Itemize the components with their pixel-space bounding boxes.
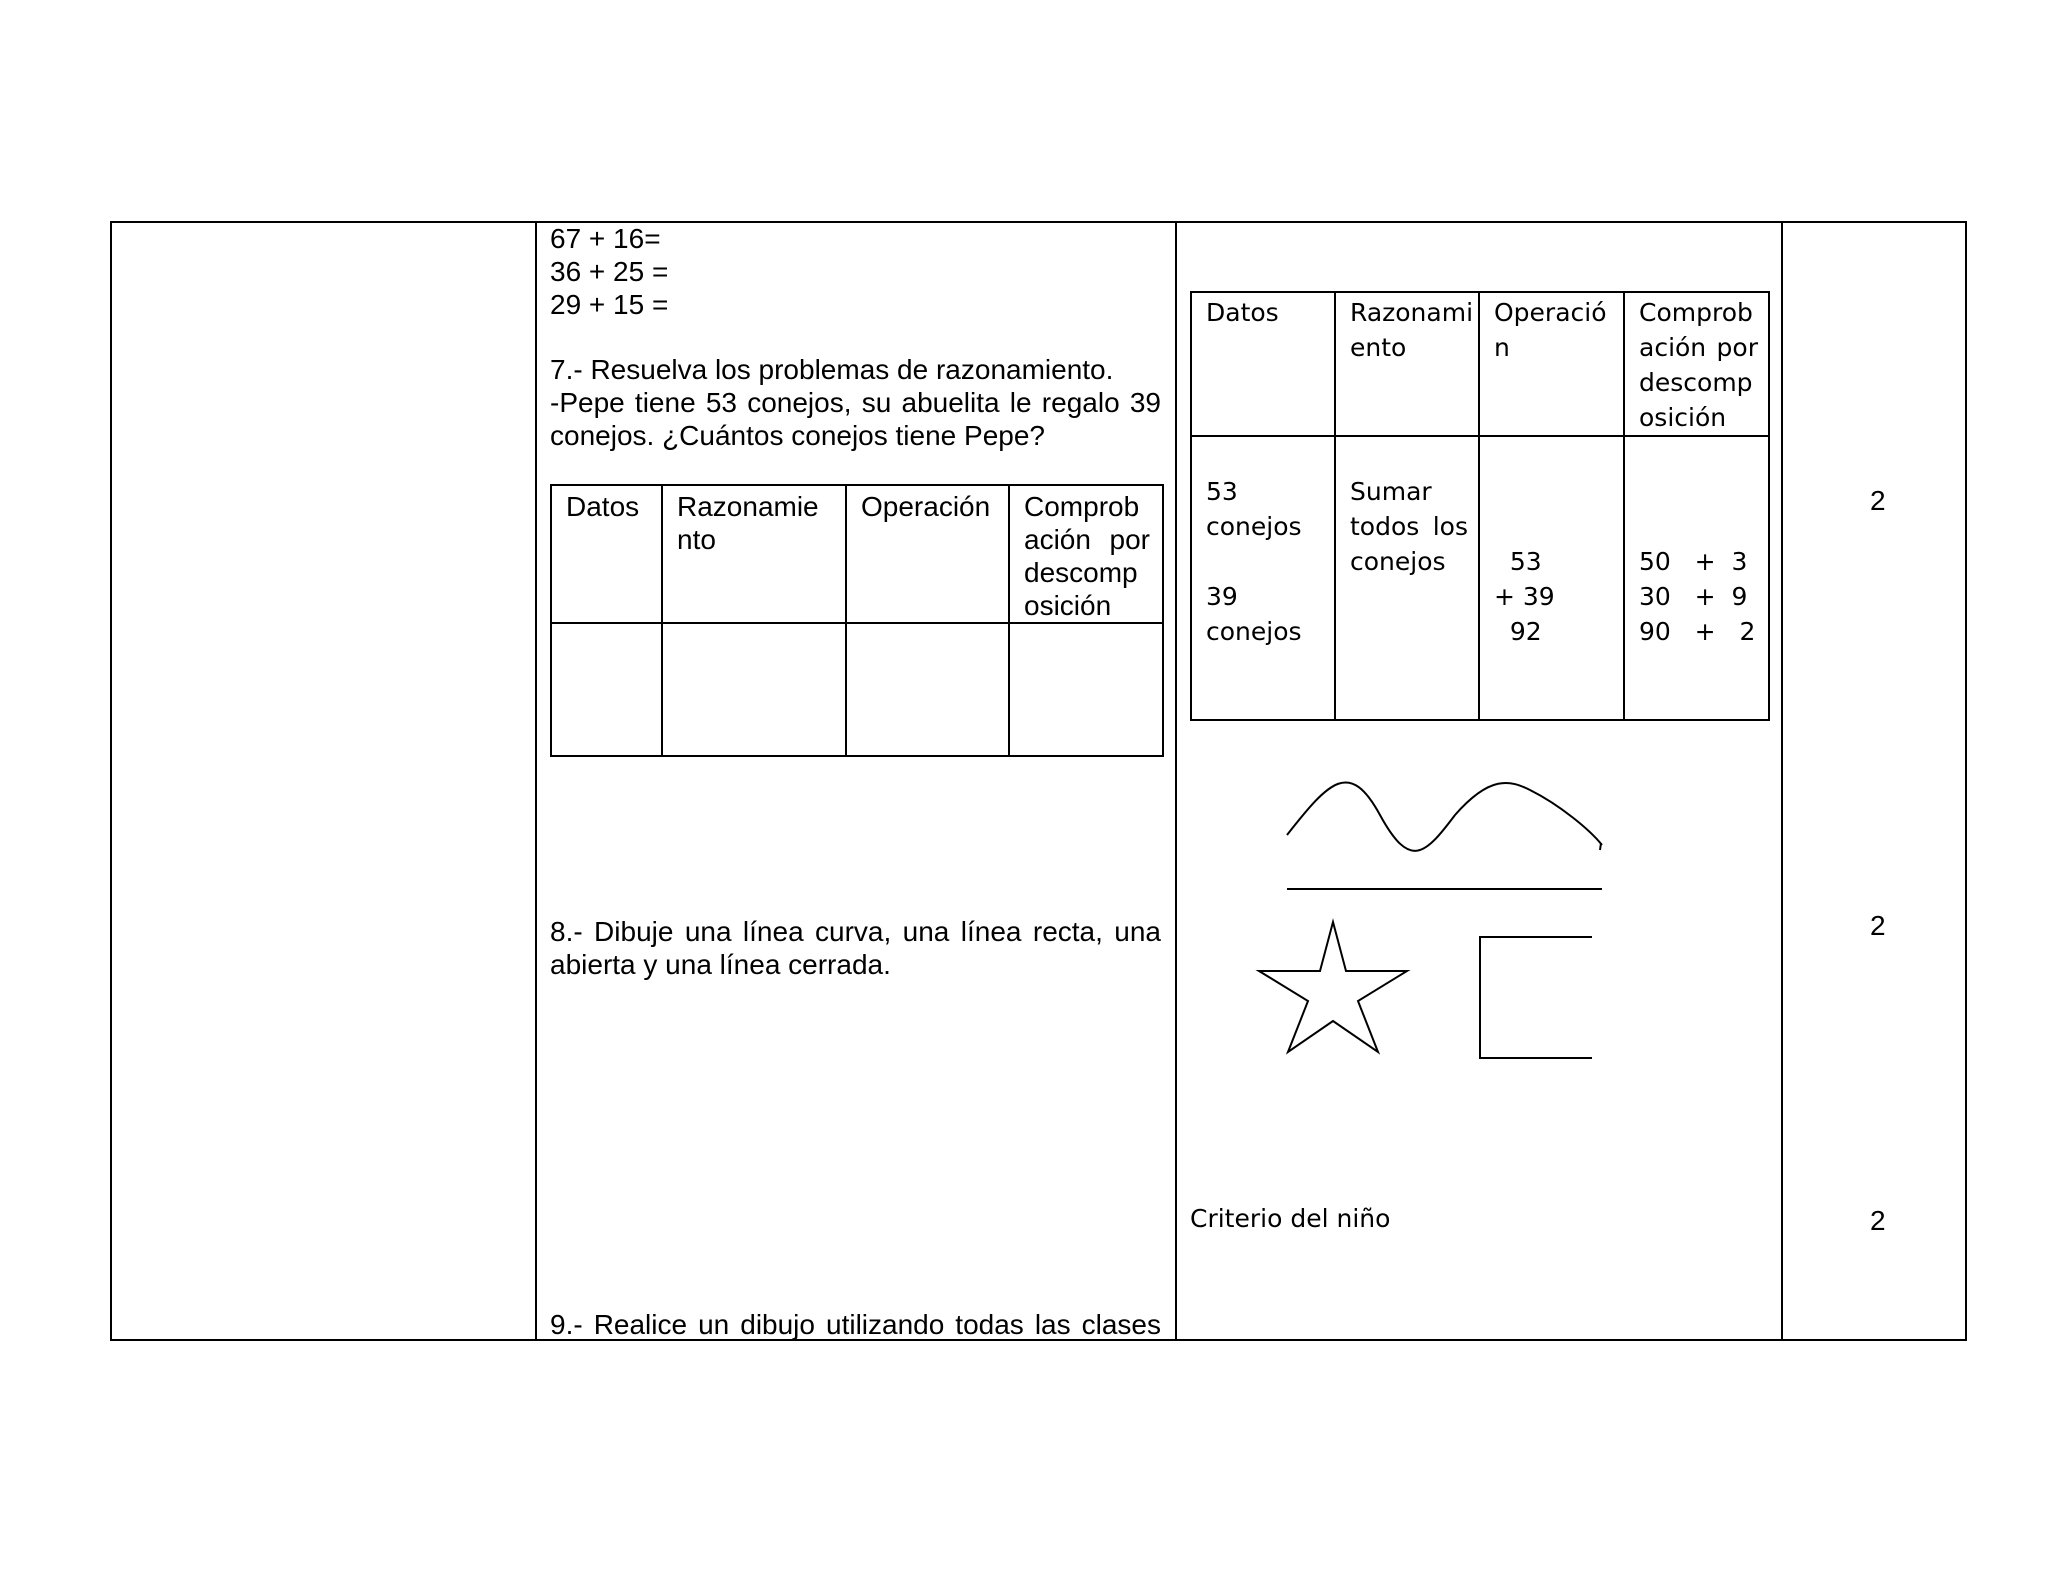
cell-comprobacion: 50 + 3 30 + 9 90 + 2: [1624, 436, 1769, 720]
cell-datos: 53 conejos 39 conejos: [1191, 436, 1335, 720]
score-q7: 2: [1870, 485, 1886, 516]
header-razonamiento: Razonamie nto: [662, 485, 846, 623]
question-9-line: 9.- Realice un dibujo utilizando todas las clases: [550, 1309, 1161, 1340]
header-datos: Datos: [1191, 292, 1335, 436]
header-datos: Datos: [551, 485, 662, 623]
question-8-line: 8.- Dibuje una línea curva, una línea recta, una: [550, 916, 1161, 947]
question-7-line: -Pepe tiene 53 conejos, su abuelita le regalo 39: [550, 387, 1161, 418]
criterio-del-nino: Criterio del niño: [1190, 1204, 1391, 1233]
question-8-line: abierta y una línea cerrada.: [550, 949, 891, 980]
question-7-line: 7.- Resuelva los problemas de razonamiento.: [550, 354, 1114, 385]
question-7-line: conejos. ¿Cuántos conejos tiene Pepe?: [550, 420, 1045, 451]
star-closed-figure: [1259, 922, 1407, 1052]
header-razonamiento: Razonami ento: [1335, 292, 1479, 436]
sum-1: 67 + 16=: [550, 223, 661, 254]
header-operacion: Operació n: [1479, 292, 1624, 436]
sum-2: 36 + 25 =: [550, 256, 669, 287]
cell-razonamiento: Sumar todos los conejos: [1335, 436, 1479, 720]
open-figure: [1480, 937, 1592, 1058]
sum-3: 29 + 15 =: [550, 289, 669, 320]
score-q8: 2: [1870, 910, 1886, 941]
curve-end-tick: [1600, 843, 1601, 850]
curved-line: [1287, 782, 1602, 850]
header-comprobacion: Comprob ación por descomp osición: [1624, 292, 1769, 436]
cell-operacion: 53 + 39 92: [1479, 436, 1624, 720]
header-comprobacion: Comprob ación por descomp osición: [1009, 485, 1163, 623]
header-operacion: Operación: [846, 485, 1009, 623]
score-q9: 2: [1870, 1205, 1886, 1236]
